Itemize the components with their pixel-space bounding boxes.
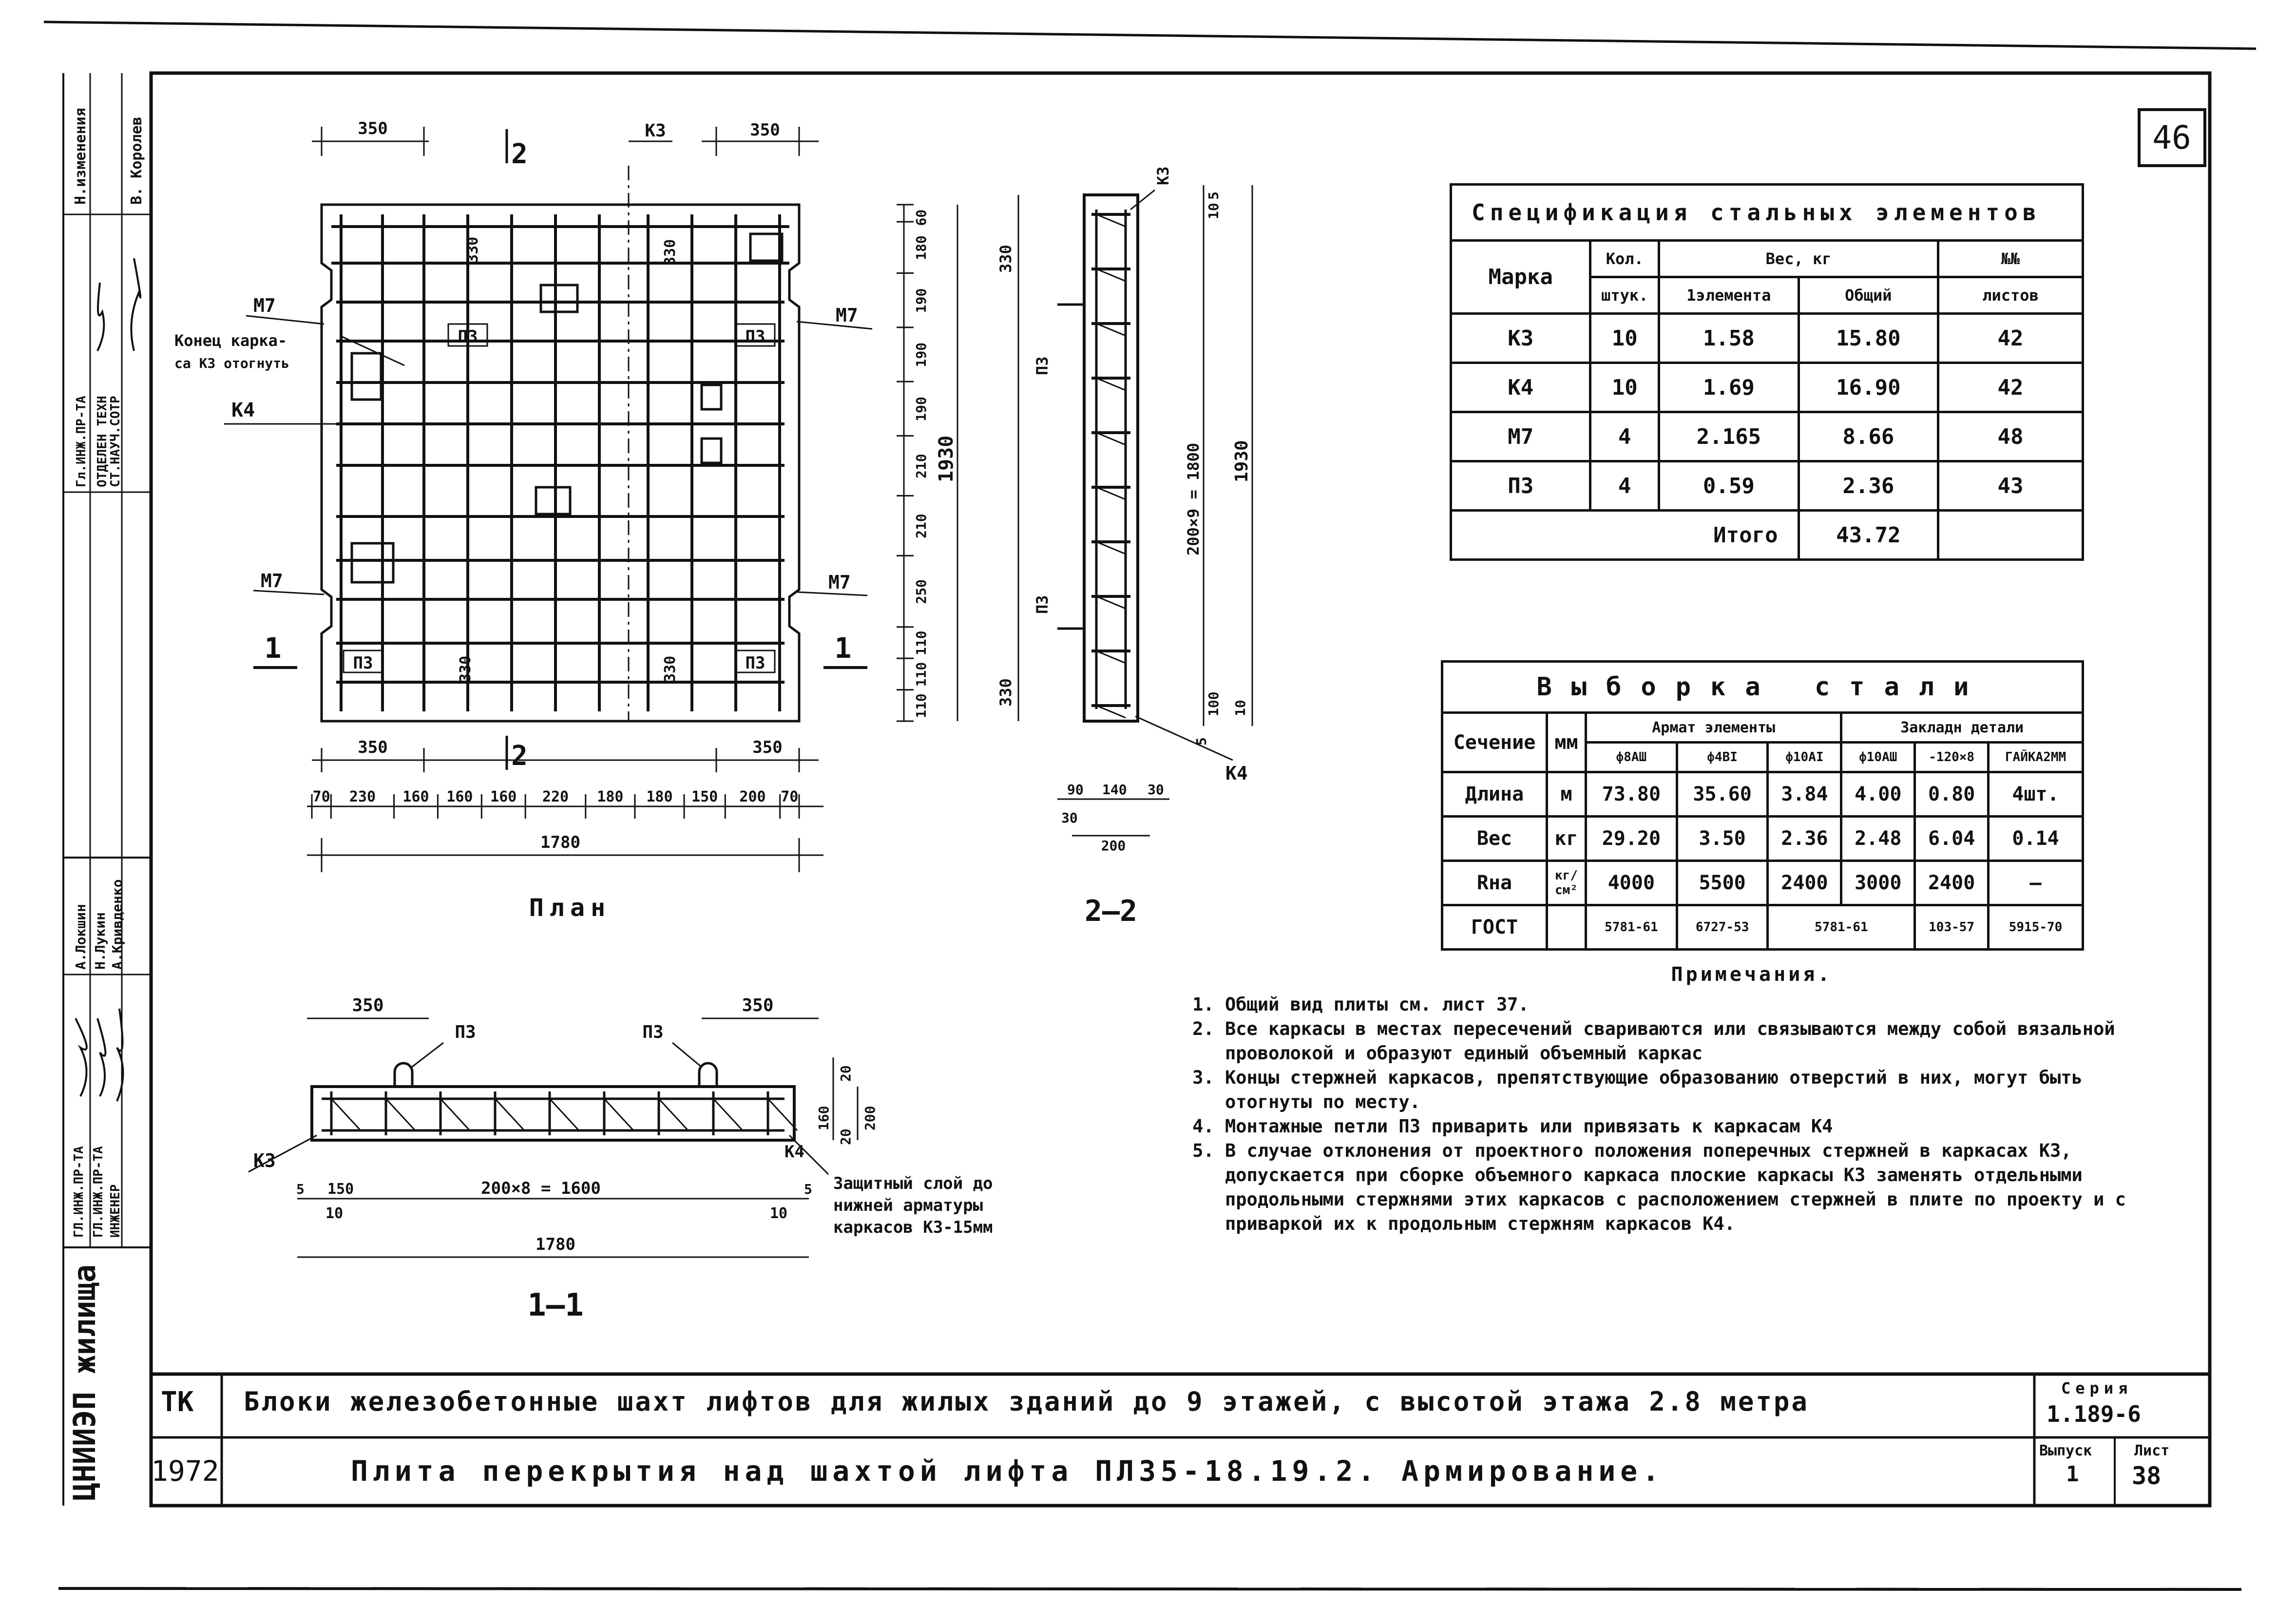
section-1-1 [249, 995, 993, 1323]
s11-p3-right: П3 [642, 1022, 664, 1042]
steel-sub-4: ф10АШ [1841, 743, 1915, 772]
stamp-header-name: В. Королев [128, 116, 145, 205]
tb-series-value: 1.189-6 [2047, 1401, 2141, 1427]
tie [1096, 487, 1126, 499]
steel-cell: 2.36 [1768, 817, 1841, 861]
table-row [1451, 412, 2083, 461]
steel-cell: 73.80 [1586, 772, 1677, 817]
tb-series-label: Серия [2061, 1379, 2133, 1397]
plan-right-dim: 110 [913, 662, 929, 687]
plan-bottom-dims [312, 788, 799, 819]
steel-h-unit: мм [1547, 713, 1586, 772]
tie [1096, 542, 1126, 554]
plan-right-dim: 210 [913, 514, 929, 538]
steel-cell: 5915-70 [1989, 905, 2083, 950]
spec-cell: 4 [1590, 412, 1659, 461]
plan-section-1-right: 1 [834, 631, 852, 665]
steel-cell: 3000 [1841, 861, 1915, 905]
spec-total-empty [1938, 511, 2083, 560]
plan-right-dim: 110 [913, 631, 929, 655]
tie [386, 1099, 415, 1130]
table-row [1451, 461, 2083, 511]
steel-cell: 4шт. [1989, 772, 2083, 817]
s22-w200: 200 [1101, 838, 1126, 854]
steel-row-label: Длина [1442, 772, 1547, 817]
plan-right-dim: 190 [913, 288, 929, 313]
s22-total: 1930 [1232, 440, 1252, 482]
steel-row-unit: кг/см² [1547, 861, 1586, 905]
steel-cell: 3.50 [1677, 817, 1768, 861]
table-row [1442, 905, 2083, 950]
stamp-role-top-2: ОТДЕЛЕН ТЕХН [95, 396, 110, 487]
steel-h-section: Сечение [1442, 713, 1547, 772]
s22-k4: К4 [1225, 763, 1248, 784]
s11-cover-3: каркасов К3-15мм [833, 1218, 993, 1237]
steel-row-label: ГОСТ [1442, 905, 1547, 950]
spec-cell: К4 [1451, 363, 1590, 412]
s22-k3: К3 [1154, 166, 1172, 185]
stamp-signature-1 [97, 283, 104, 351]
s22-dim-330-top: 330 [996, 245, 1015, 273]
plan-p3-2: П3 [745, 327, 765, 346]
table-row [1451, 314, 2083, 363]
plan-right-dim: 190 [913, 397, 929, 421]
s22-w30: 30 [1148, 782, 1164, 798]
spec-cell: 42 [1938, 314, 2083, 363]
tie [1096, 651, 1126, 663]
tie [713, 1099, 743, 1130]
s11-dim-150: 150 [327, 1181, 354, 1198]
s11-cover-1: Защитный слой до [833, 1174, 993, 1193]
tb-issue-label: Выпуск [2039, 1442, 2092, 1459]
spec-h-sheet2: листов [1938, 277, 2083, 314]
stamp-role-bottom-3: ИНЖЕНЕР [108, 1184, 123, 1238]
top-trim-line [44, 22, 2256, 49]
s22-dim-10-bottom: 10 [1232, 700, 1248, 716]
spec-total-value: 43.72 [1799, 511, 1938, 560]
s11-dim-5-left: 5 [296, 1181, 305, 1197]
steel-cell: 4.00 [1841, 772, 1915, 817]
tie [1096, 433, 1126, 445]
plan-bottom-dim: 160 [446, 788, 473, 805]
steel-cell: 0.14 [1989, 817, 2083, 861]
spec-h-one: 1элемента [1659, 277, 1799, 314]
s11-dim-350-right: 350 [742, 995, 774, 1015]
s22-p3-top: П3 [1033, 356, 1052, 375]
plan-right-dims [897, 205, 929, 721]
spec-cell: 2.165 [1659, 412, 1799, 461]
notes-list [1199, 993, 2159, 1236]
plan-m7-right-top: М7 [836, 305, 858, 326]
steel-cell: 35.60 [1677, 772, 1768, 817]
tb-issue-value: 1 [2066, 1462, 2079, 1487]
spec-cell: 16.90 [1799, 363, 1938, 412]
tie [1096, 214, 1126, 227]
plan-right-dim: 110 [913, 693, 929, 718]
steel-cell: 6727-53 [1677, 905, 1768, 950]
tb-sheet-label: Лист [2134, 1442, 2170, 1459]
s11-h20: 20 [838, 1065, 854, 1082]
steel-cell: 29.20 [1586, 817, 1677, 861]
stamp-org: ЦНИИЭП жилища [67, 1264, 102, 1501]
tb-tk: ТК [161, 1386, 194, 1418]
tie [495, 1099, 524, 1130]
s22-w90: 90 [1067, 782, 1084, 798]
spec-h-weight: Вес, кг [1659, 241, 1938, 277]
stamp-role-bottom-2: ГЛ.ИНЖ.ПР-ТА [91, 1146, 106, 1238]
steel-sub-6: ГАЙКА2ММ [1989, 743, 2083, 772]
plan-dim-350-bottom-right: 350 [752, 738, 783, 757]
tb-line1: Блоки железобетонные шахт лифтов для жилых зданий до 9 этажей, с высотой этажа 2.8 метра [244, 1386, 1809, 1417]
tie [1096, 269, 1126, 281]
s11-h160: 160 [816, 1106, 832, 1130]
stamp-role-top-1: Гл.ИНЖ.ПР-ТА [74, 396, 89, 487]
spec-h-qty: Кол. [1590, 241, 1659, 277]
plan-section-1-left: 1 [264, 631, 282, 665]
spec-h-weight-unit: кг [1812, 249, 1832, 268]
plan-p3-3: П3 [353, 653, 373, 673]
steel-cell: 5781-61 [1586, 905, 1677, 950]
plan-k3-label: К3 [645, 121, 666, 141]
s22-dim-10-top: 10 [1205, 203, 1222, 219]
s11-dim-10-left: 10 [325, 1205, 344, 1222]
tie [440, 1099, 470, 1130]
note-item: 4. Монтажные петли П3 приварить или привязать к каркасам К4 [1225, 1114, 2159, 1139]
plan-bottom-dim: 70 [781, 788, 799, 805]
s22-dim-330-bottom: 330 [996, 678, 1015, 707]
plan-dim-350-top-left: 350 [358, 119, 388, 138]
spec-cell: М7 [1451, 412, 1590, 461]
plan-m7-left-top: М7 [253, 295, 276, 316]
section22-outline [1084, 195, 1138, 721]
plan-m7-right-bottom: М7 [828, 572, 851, 593]
tie [659, 1099, 688, 1130]
steel-row-unit [1547, 905, 1586, 950]
spec-cell: 42 [1938, 363, 2083, 412]
steel-cell: 6.04 [1915, 817, 1989, 861]
s22-pitch: 200×9 = 1800 [1184, 442, 1203, 555]
steel-row-label: Rна [1442, 861, 1547, 905]
sheet-number: 46 [2152, 119, 2191, 156]
notes [1199, 962, 2159, 1236]
left-stamp [63, 73, 151, 1506]
plan-caption: План [529, 894, 612, 922]
stamp-role-bottom-1: ГЛ.ИНЖ.ПР-ТА [72, 1146, 86, 1238]
steel-sub-1: ф8АШ [1586, 743, 1677, 772]
tie [1096, 706, 1126, 718]
s11-pitch: 200×8 = 1600 [481, 1179, 601, 1198]
steel-cell: 2.48 [1841, 817, 1915, 861]
spec-cell: 10 [1590, 363, 1659, 412]
note-item: 1. Общий вид плиты см. лист 37. [1225, 993, 2159, 1017]
stamp-signature-2 [131, 258, 140, 351]
spec-table [1450, 183, 2084, 561]
plan-dim-330-4: 330 [662, 655, 679, 682]
s11-dim-350-left: 350 [352, 995, 384, 1015]
stamp-name-3: А.Кривденко [109, 879, 125, 970]
steel-row-unit: кг [1547, 817, 1586, 861]
steel-cell: 4000 [1586, 861, 1677, 905]
spec-title: Спецификация стальных элементов [1451, 185, 2083, 241]
plan-bottom-dim: 160 [402, 788, 429, 805]
steel-cell: 5500 [1677, 861, 1768, 905]
spec-h-sheet: №№ [1938, 241, 2083, 277]
bottom-trim-line [58, 1588, 2241, 1589]
plan-right-dim: 180 [913, 235, 929, 260]
stamp-signature-4 [97, 1018, 105, 1096]
section11-outline [312, 1087, 794, 1140]
table-row [1451, 363, 2083, 412]
s11-dim-5-right: 5 [804, 1181, 812, 1197]
table-row [1442, 861, 2083, 905]
s11-loop-left [395, 1063, 412, 1087]
plan-note-konec-2: са К3 отогнуть [174, 355, 290, 371]
plan-dim-330-3: 330 [457, 655, 474, 682]
spec-cell: 15.80 [1799, 314, 1938, 363]
spec-cell: 1.58 [1659, 314, 1799, 363]
spec-cell: 43 [1938, 461, 2083, 511]
plan-bottom-dim: 230 [349, 788, 376, 805]
steel-sub-5: -120×8 [1915, 743, 1989, 772]
plan-bottom-dim: 200 [739, 788, 766, 805]
steel-cell: — [1989, 861, 2083, 905]
s11-p3-left: П3 [455, 1022, 476, 1042]
s22-w30b: 30 [1061, 810, 1078, 826]
stamp-role-top-3: СТ.НАУЧ.СОТР [108, 396, 123, 487]
table-row [1442, 817, 2083, 861]
s11-total: 1780 [536, 1235, 575, 1254]
tie [331, 1099, 361, 1130]
spec-h-weight-label: Вес [1765, 249, 1794, 268]
spec-cell: К3 [1451, 314, 1590, 363]
plan-right-total: 1930 [935, 435, 957, 482]
table-row [1442, 772, 2083, 817]
tie [1096, 324, 1126, 336]
section-2-2 [996, 166, 1252, 928]
spec-cell: 4 [1590, 461, 1659, 511]
plan-p3-1: П3 [458, 327, 478, 346]
spec-total-label: Итого [1451, 511, 1799, 560]
spec-h-total: Общий [1799, 277, 1938, 314]
spec-cell: 1.69 [1659, 363, 1799, 412]
s11-h200: 200 [862, 1106, 878, 1130]
spec-cell: 0.59 [1659, 461, 1799, 511]
plan-bottom-dim: 180 [597, 788, 624, 805]
stamp-name-2: Н.Лукин [92, 912, 108, 970]
tb-year: 1972 [151, 1454, 219, 1488]
s11-caption: 1—1 [527, 1287, 584, 1323]
tie [604, 1099, 633, 1130]
plan-right-dim: 210 [913, 454, 929, 478]
plan-right-dim: 250 [913, 579, 929, 604]
plan-p3-4: П3 [745, 653, 765, 673]
s11-k3: К3 [253, 1150, 276, 1171]
steel-row-label: Вес [1442, 817, 1547, 861]
s22-dim-100: 100 [1205, 691, 1222, 716]
steel-cell: 2400 [1915, 861, 1989, 905]
plan-k4-label: К4 [231, 399, 255, 421]
steel-sub-3: ф10АI [1768, 743, 1841, 772]
plan-view [174, 119, 957, 922]
plan-bottom-total: 1780 [540, 833, 580, 852]
steel-row-unit: м [1547, 772, 1586, 817]
plan-openings [352, 234, 782, 582]
s11-cover-2: нижней арматуры [833, 1196, 983, 1215]
notes-title: Примечания. [1671, 963, 1833, 986]
tie [1096, 596, 1126, 609]
spec-h-qty-unit: штук. [1590, 277, 1659, 314]
steel-table [1441, 660, 2084, 951]
spec-cell: 48 [1938, 412, 2083, 461]
s22-dim-5-bottom: 5 [1193, 737, 1209, 746]
steel-h-arm: Армат элементы [1586, 713, 1841, 743]
steel-h-emb: Закладн детали [1841, 713, 2083, 743]
note-item: 2. Все каркасы в местах пересечений свариваются или связываются между собой вязальной проволокой и образуют единый объемный каркас [1225, 1017, 2159, 1066]
plan-right-dim: 60 [913, 209, 929, 226]
tie [550, 1099, 579, 1130]
stamp-name-1: А.Локшин [73, 904, 89, 970]
s11-h20b: 20 [838, 1128, 854, 1145]
s22-dim-5-top: 5 [1205, 191, 1222, 200]
spec-cell: 10 [1590, 314, 1659, 363]
steel-cell: 0.80 [1915, 772, 1989, 817]
plan-dim-330-2: 330 [662, 239, 679, 266]
s11-k4: К4 [784, 1142, 804, 1162]
note-item: 5. В случае отклонения от проектного положения поперечных стержней в каркасах К3, допускается при сборке объемного каркаса плоские каркасы К3 заменять отдельными продольными стержнями этих каркасов с расположением стержней в плите по проекту и с приваркой их к продольным стержням каркасов К4. [1225, 1139, 2159, 1236]
plan-bottom-dim: 160 [490, 788, 517, 805]
plan-dim-330-1: 330 [464, 236, 481, 263]
steel-title: Выборка стали [1442, 662, 2083, 713]
plan-dim-350-bottom-left: 350 [358, 738, 388, 757]
spec-h-mark: Марка [1451, 241, 1590, 314]
s11-dim-10-right: 10 [770, 1205, 788, 1222]
note-item: 3. Концы стержней каркасов, препятствующие образованию отверстий в них, могут быть отогнуты по месту. [1225, 1066, 2159, 1114]
steel-sub-2: ф4ВI [1677, 743, 1768, 772]
stamp-signature-3 [76, 1018, 87, 1096]
plan-section-2-bottom: 2 [511, 740, 528, 772]
tb-sheet-value: 38 [2132, 1462, 2162, 1490]
spec-cell: 2.36 [1799, 461, 1938, 511]
plan-right-dim: 190 [913, 342, 929, 367]
stamp-header: Н.изменения [72, 108, 89, 205]
plan-dim-350-top-right: 350 [750, 120, 780, 140]
plan-m7-left-bottom: М7 [261, 570, 283, 592]
plan-bottom-dim: 180 [646, 788, 673, 805]
plan-section-2-top: 2 [511, 138, 528, 170]
plan-bottom-dim: 220 [542, 788, 569, 805]
tb-line2: Плита перекрытия над шахтой лифта ПЛ35-18.19.2. Армирование. [351, 1454, 1665, 1488]
steel-cell: 103-57 [1915, 905, 1989, 950]
spec-cell: П3 [1451, 461, 1590, 511]
s22-w140: 140 [1102, 782, 1127, 798]
s22-caption: 2—2 [1084, 894, 1138, 928]
steel-cell: 2400 [1768, 861, 1841, 905]
plan-bottom-dim: 150 [691, 788, 718, 805]
plan-note-konec-1: Конец карка- [174, 331, 287, 350]
plan-bottom-dim: 70 [312, 788, 330, 805]
steel-cell: 3.84 [1768, 772, 1841, 817]
tie [1096, 378, 1126, 390]
s22-p3-bottom: П3 [1033, 595, 1052, 614]
steel-cell: 5781-61 [1768, 905, 1915, 950]
spec-cell: 8.66 [1799, 412, 1938, 461]
